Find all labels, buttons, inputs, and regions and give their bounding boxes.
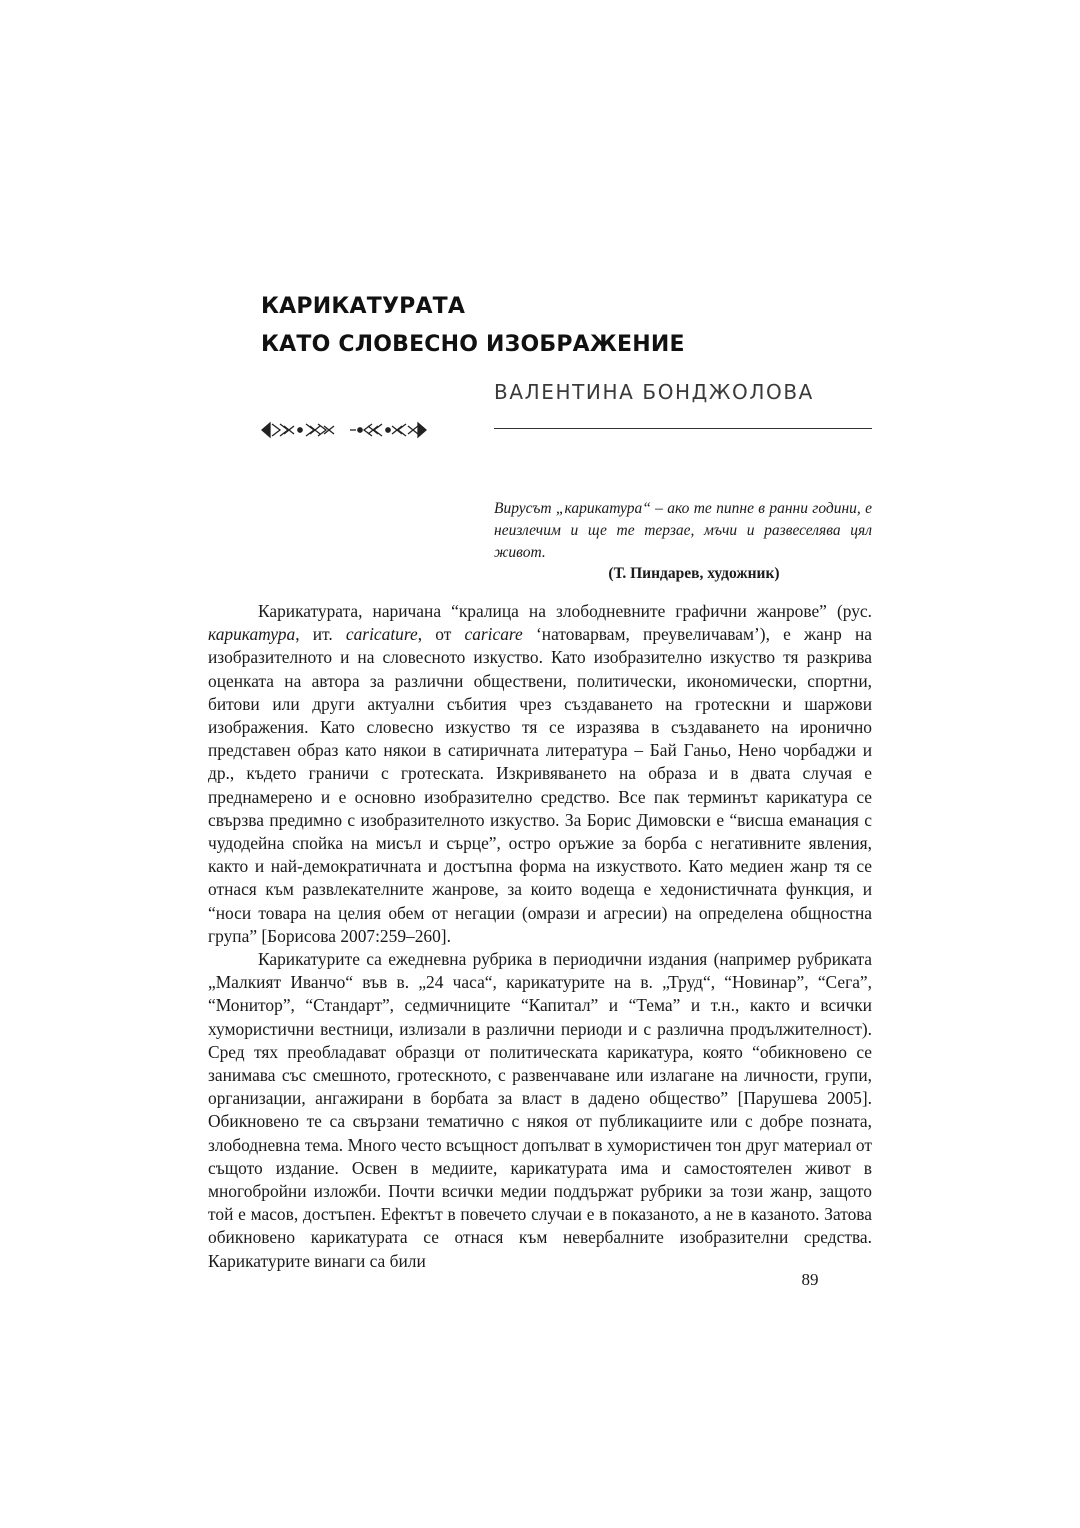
text-segment: , ит. (295, 624, 346, 645)
text-segment-italic: карикатура (208, 624, 296, 645)
article-title-line-2: КАТО СЛОВЕСНО ИЗОБРАЖЕНИЕ (261, 332, 685, 357)
decorative-divider-icon (260, 418, 428, 442)
epigraph-quote: Вирусът „карикатура“ – ако те пипне в ранни години, е неизлечим и ще те терзае, мъчи и развеселява цял живот. (494, 500, 872, 561)
article-title-line-1: КАРИКАТУРАТА (261, 294, 466, 319)
text-segment: , от (417, 624, 465, 645)
page-number: 89 (801, 1270, 819, 1289)
text-segment-italic: caricare (464, 624, 523, 645)
article-body (208, 600, 872, 1273)
body-paragraph-1 (208, 600, 872, 948)
author-underline (494, 428, 872, 429)
text-segment: ‘натоварвам, преувеличавам’), е жанр на изобразителното и на словесното изкуство. Като изобразително изкуство тя разкрива оценката на автора за различни обществени, политически, икономически, спортни, битови или други актуални събития чрез създаването на гротескни и шаржови изображения. Като словесно изкуство тя се изразява в създаването на иронично представен образ като някои в сатиричната литература – Бай Ганьо, Нено чорбаджи и др., където граничи с гротеската. Изкривяването на образа и в двата случая е преднамерено и е основно изобразително средство. Все пак терминът карикатура се свързва предимно с изобразителното изкуство. За Борис Димовски е “висша еманация с чудодейна спойка на мисъл и сърце”, остро оръжие за борба с негативните явления, както и най-демократичната и достъпна форма на изкуството. Като медиен жанр тя се отнася към развлекателните жанрове, за които водеща е хедонистичната функция, и “носи товара на целия обем от негации (омрази и агресии) на определена общностна група” [Борисова 2007:259–260]. (208, 624, 873, 946)
text-segment: Карикатурите са ежедневна рубрика в периодични издания (например рубриката „Малкият Иванчо“ във в. „24 часа“, карикатурите на в. „Труд“, “Новинар”, “Сега”, “Монитор”, “Стандарт”, седмичниците “Капитал” и “Тема” и т.н., както и всички хумористични вестници, излизали в различни периоди и с различна продължителност). Сред тях преобладават образци от политическата карикатура, която “обикновено се занимава със смешното, гротескното, с развенчаване или излагане на личности, групи, организации, ангажирани в борбата за власт в дадено общество” [Парушева 2005]. Обикновено те са свързани тематично с някоя от публикациите или с добре позната, злободневна тема. Много често всъщност допълват в хумористичен тон друг материал от същото издание. Освен в медиите, карикатурата има и самостоятелен живот в многобройни изложби. Почти всички медии поддържат рубрики за този жанр, защото той е масов, достъпен. Ефектът в повечето случаи е в показаното, а не в казаното. Затова обикновено карикатурата се отнася към невербалните изобразителни средства. Карикатурите винаги са били (208, 949, 872, 1271)
text-segment: Карикатурата, наричана “кралица на злободневните графични жанрове” (рус. (258, 601, 872, 621)
text-segment-italic: caricature (345, 624, 418, 645)
body-paragraph-2 (208, 948, 872, 1273)
epigraph-attribution: (Т. Пиндарев, художник) (608, 565, 780, 582)
article-author: ВАЛЕНТИНА БОНДЖОЛОВА (494, 380, 814, 404)
article-title (261, 288, 901, 364)
